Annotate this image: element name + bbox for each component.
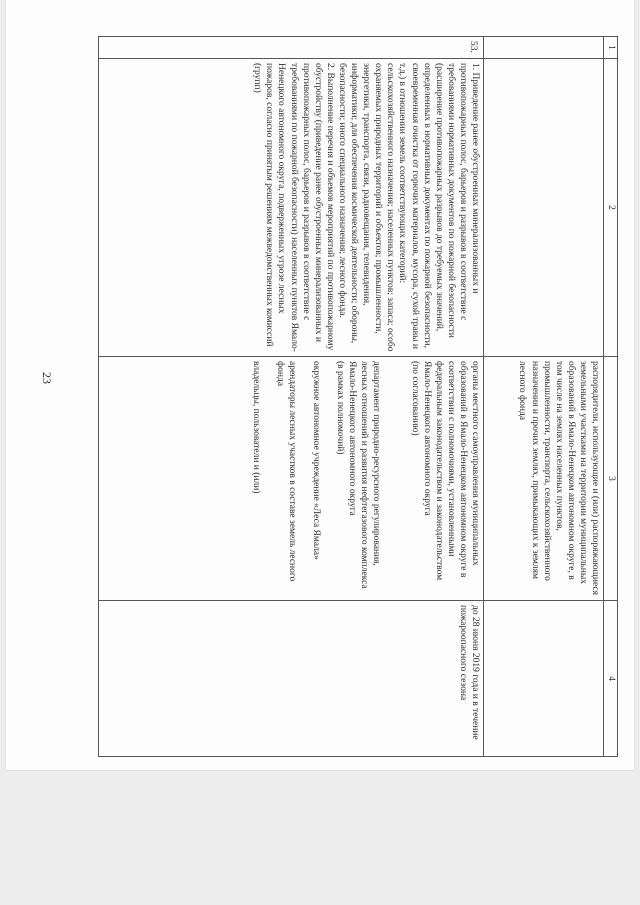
spacer — [298, 361, 310, 596]
measures-table — [98, 36, 618, 757]
rotated-table-container — [98, 36, 618, 756]
executor-forest-institution: окружное автономное учреждение «Леса Ямала» — [311, 361, 322, 560]
measure-item-1: 1. Приведение ранее обустроенных минерализованных и противопожарных полос, барьеров и разрывов в соответствие с требованиями нормативных документов по пожарной безопасности (расширение противопожарных разрывов до требуемых значений, определенных в нормативных документах по пожарной безопасности, своевременная очистка от горючих материалов, мусора, сухой травы и т.д.) в отношении земель соответствующих категорий: сельскохозяйственного назначения; населенных пунктов; запаса; особо охраняемых природных территорий и объектов; промышленности, энергетики, транспорта, связи, радиовещания, телевидения, информатики; для обеспечения космической деятельности; обороны, безопасности; иного специального назначения; лесного фонда. — [336, 63, 480, 352]
continuation-col-1 — [484, 37, 604, 59]
table-row-53 — [99, 37, 484, 757]
spacer — [382, 361, 408, 596]
document-page — [6, 0, 634, 770]
row-number: 53. — [99, 37, 484, 59]
row-deadline: до 28 июня 2019 года и в течение пожароопасного сезона — [99, 601, 484, 757]
executor-note-agreement: (по согласованию) — [409, 361, 420, 436]
row-measures — [99, 59, 484, 357]
executor-local-governments: органы местного самоуправления муниципальных образований в Ямало-Ненецком автономном округе в соответствии с полномочиями, установленными федеральным законодательством и законодательством Ямало-Ненецкого автономного округа — [421, 361, 480, 581]
executor-tenants: арендаторы лесных участков в составе земель лесного фонда — [274, 361, 297, 582]
page-number: 23 — [40, 372, 54, 384]
continuation-deadline — [484, 601, 604, 757]
measure-item-2: 2. Выполнение перечня и объемов мероприятий по противопожарному обустройству (приведение ранее обустроенных минерализованных и противопожарных полос, барьеров и разрывов в соответствие с требованиями по пожарной безопасности) населенных пунктов Ямало-Ненецкого автономного округа, подверженных угрозе лесных пожаров, согласно принятым решениям межведомственных комиссий (групп) — [252, 63, 335, 352]
continuation-executors: распорядители, использующие и (или) распоряжающиеся земельными участками на территории муниципальных образований в Ямало-Ненецком автономном округе, в том числе на землях населенных пунктов, промышленности, транспорта, сельскохозяйственного назначения и прочих землях, примыкающих к землям лесного фонда — [484, 357, 604, 601]
spacer — [262, 361, 274, 596]
continuation-col-2 — [484, 59, 604, 357]
header-col-4: 4 — [604, 601, 618, 757]
header-col-3: 3 — [604, 357, 618, 601]
executor-department: департамент природно-ресурсного регулирования, лесных отношений и развития нефтегазового комплекса Ямало-Ненецкого автономного округа — [347, 361, 382, 589]
executor-owners: владельцы, пользователи и (или) — [250, 361, 261, 494]
header-col-2: 2 — [604, 59, 618, 357]
table-header-row — [604, 37, 618, 757]
row-executors — [99, 357, 484, 601]
table-row-continuation — [484, 37, 604, 757]
executor-note-powers: (в рамках полномочий) — [335, 361, 346, 455]
spacer — [322, 361, 334, 596]
header-col-1: 1 — [604, 37, 618, 59]
